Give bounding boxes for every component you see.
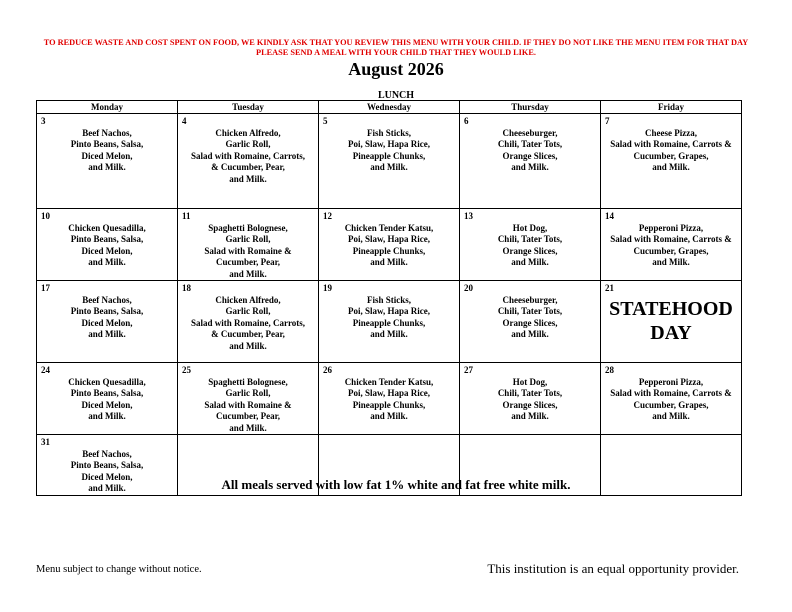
meal-line: and Milk. [88,257,126,268]
day-number: 20 [464,283,473,294]
day-cell [178,209,319,281]
meal-line: Cucumber, Pear, [215,411,281,422]
day-number: 27 [464,365,473,376]
day-number: 17 [41,283,50,294]
meal-description [460,114,600,174]
meal-line: Diced Melon, [81,245,133,256]
day-cell [37,114,178,209]
meal-description [319,363,459,423]
day-number: 6 [464,116,469,126]
day-cell [460,363,601,435]
meal-description [601,209,741,269]
meal-line: Pineapple Chunks, [352,245,426,256]
day-cell [178,281,319,363]
day-cell [37,209,178,281]
meal-line: Pineapple Chunks, [352,150,426,161]
meal-line: Pineapple Chunks, [352,317,426,328]
meal-line: Pinto Beans, Salsa, [70,388,144,399]
meal-line: and Milk. [511,257,549,268]
day-cell [319,363,460,435]
day-cell [601,363,742,435]
meal-line: Diced Melon, [81,471,133,482]
meal-line: Pinto Beans, Salsa, [70,306,144,317]
weekday-tuesday: Tuesday [178,101,319,114]
meal-line: Diced Melon, [81,399,133,410]
weekday-thursday: Thursday [460,101,601,114]
meal-description [178,363,318,434]
meal-description [460,363,600,423]
menu-calendar [36,100,742,496]
page-title: August 2026 [348,59,444,79]
weekday-monday: Monday [37,101,178,114]
meal-line: and Milk. [652,162,690,173]
meal-line: Pineapple Chunks, [352,399,426,410]
meal-line: Poi, Slaw, Hapa Rice, [347,139,430,150]
day-number: 18 [182,283,191,294]
meal-line: Beef Nachos, [82,449,132,460]
meal-line: Poi, Slaw, Hapa Rice, [347,234,430,245]
meal-line: Poi, Slaw, Hapa Rice, [347,306,430,317]
day-number: 25 [182,365,191,376]
meal-description [178,209,318,280]
meal-line: Chicken Quesadilla, [68,223,146,233]
meal-description [37,114,177,174]
meal-line: Cucumber, Grapes, [633,245,709,256]
meal-line: Cheeseburger, [502,295,558,306]
meal-line: Chicken Tender Katsu, [344,223,434,233]
day-cell [460,209,601,281]
day-cell [37,281,178,363]
meal-line: Chicken Quesadilla, [68,377,146,388]
meal-line: Chili, Tater Tots, [497,306,563,317]
meal-line: and Milk. [370,329,408,340]
holiday-line: STATEHOOD [609,298,733,321]
meal-line: & Cucumber, Pear, [211,329,285,340]
day-cell [319,281,460,363]
meal-line: and Milk. [370,257,408,268]
day-number: 3 [41,116,46,126]
meal-line: Orange Slices, [502,399,558,410]
meal-line: Salad with Romaine, Carrots & [610,234,732,245]
day-number: 4 [182,116,187,126]
meal-line: Pinto Beans, Salsa, [70,139,144,150]
meal-line: Fish Sticks, [366,128,411,138]
meal-line: and Milk. [229,340,267,351]
meal-line: Garlic Roll, [225,234,271,245]
meal-description [319,114,459,174]
day-cell [601,281,742,363]
meal-line: Chili, Tater Tots, [497,234,563,245]
meal-line: and Milk. [88,483,126,494]
meal-description [37,363,177,423]
day-number: 7 [605,116,610,126]
meal-line: and Milk. [511,329,549,340]
meal-line: Salad with Romaine & [204,399,292,410]
meal-line: Diced Melon, [81,150,133,161]
meal-description [319,281,459,341]
change-notice: Menu subject to change without notice. [36,564,202,575]
day-number: 26 [323,365,332,376]
meal-line: and Milk. [652,257,690,268]
meal-line: & Cucumber, Pear, [211,162,285,173]
meal-line: Diced Melon, [81,317,133,328]
waste-notice: TO REDUCE WASTE AND COST SPENT ON FOOD, WE KINDLY ASK THAT YOU REVIEW THIS MENU WITH YOUR CHILD. IF THEY DO NOT LIKE THE MENU ITEM FOR THAT DAY PLEASE SEND A MEAL WITH YOUR CHILD THAT THEY WOULD LIKE. [43,38,749,57]
day-cell [601,114,742,209]
meal-line: Orange Slices, [502,245,558,256]
meal-subtitle: LUNCH [377,90,415,101]
meal-description [178,114,318,185]
week-row [37,114,742,209]
meal-description [460,281,600,341]
weekday-wednesday: Wednesday [319,101,460,114]
day-cell [178,114,319,209]
meal-line: Beef Nachos, [82,128,132,138]
day-cell [460,281,601,363]
meal-line: Cucumber, Grapes, [633,150,709,161]
meal-line: Chicken Tender Katsu, [344,377,434,388]
meal-line: Spaghetti Bolognese, [208,223,288,233]
meal-line: Spaghetti Bolognese, [208,377,288,388]
meal-line: Salad with Romaine & [204,245,292,256]
day-cell [319,114,460,209]
meal-description [601,114,741,174]
meal-line: Hot Dog, [512,377,548,388]
milk-note: All meals served with low fat 1% white and fat free white milk. [221,477,571,492]
meal-description [460,209,600,269]
meal-description [319,209,459,269]
meal-line: and Milk. [88,329,126,340]
day-number: 10 [41,211,50,221]
meal-line: Poi, Slaw, Hapa Rice, [347,388,430,399]
week-row [37,363,742,435]
day-number: 21 [605,283,614,294]
meal-line: Salad with Romaine, Carrots & [610,388,732,399]
weekday-friday: Friday [601,101,742,114]
meal-line: and Milk. [88,411,126,422]
holiday-line: DAY [650,322,692,345]
equal-opportunity-statement: This institution is an equal opportunity provider. [487,561,739,576]
day-number: 13 [464,211,473,221]
meal-line: and Milk. [229,422,267,433]
meal-line: Pepperoni Pizza, [638,223,704,233]
meal-line: Beef Nachos, [82,295,132,306]
meal-line: Chili, Tater Tots, [497,139,563,150]
meal-line: Chili, Tater Tots, [497,388,563,399]
day-cell [601,209,742,281]
meal-description [37,281,177,341]
meal-line: Garlic Roll, [225,139,271,150]
meal-line: and Milk. [652,411,690,422]
meal-line: Fish Sticks, [366,295,411,306]
meal-line: Pepperoni Pizza, [638,377,704,388]
meal-line: Salad with Romaine, Carrots, [190,317,306,328]
meal-line: Pinto Beans, Salsa, [70,460,144,471]
meal-line: Cucumber, Pear, [215,257,281,268]
meal-line: Orange Slices, [502,150,558,161]
day-number: 14 [605,211,614,221]
week-row [37,209,742,281]
day-number: 31 [41,437,50,448]
day-number: 5 [323,116,328,126]
meal-line: Salad with Romaine, Carrots, [190,150,306,161]
meal-line: Orange Slices, [502,317,558,328]
meal-line: and Milk. [229,173,267,184]
meal-line: and Milk. [511,162,549,173]
meal-line: Salad with Romaine, Carrots & [610,139,732,150]
weekday-header-row [37,101,742,114]
day-number: 19 [323,283,332,294]
meal-line: Chicken Alfredo, [215,295,281,306]
meal-line: Cheese Pizza, [645,128,697,138]
meal-line: and Milk. [88,162,126,173]
meal-line: and Milk. [229,268,267,279]
day-number: 12 [323,211,332,221]
meal-line: Pinto Beans, Salsa, [70,234,144,245]
meal-description [601,363,741,423]
week-row [37,281,742,363]
day-cell [178,363,319,435]
meal-line: and Milk. [370,162,408,173]
day-cell [460,114,601,209]
holiday-label [601,281,741,345]
meal-line: Hot Dog, [512,223,548,233]
day-cell [37,363,178,435]
meal-line: Cheeseburger, [502,128,558,138]
day-cell [319,209,460,281]
meal-line: Cucumber, Grapes, [633,399,709,410]
day-number: 24 [41,365,50,376]
meal-line: Chicken Alfredo, [215,128,281,138]
meal-line: and Milk. [511,411,549,422]
meal-description [178,281,318,352]
meal-line: and Milk. [370,411,408,422]
meal-line: Garlic Roll, [225,306,271,317]
meal-description [37,209,177,269]
meal-line: Garlic Roll, [225,388,271,399]
day-number: 11 [182,211,191,221]
day-number: 28 [605,365,614,376]
